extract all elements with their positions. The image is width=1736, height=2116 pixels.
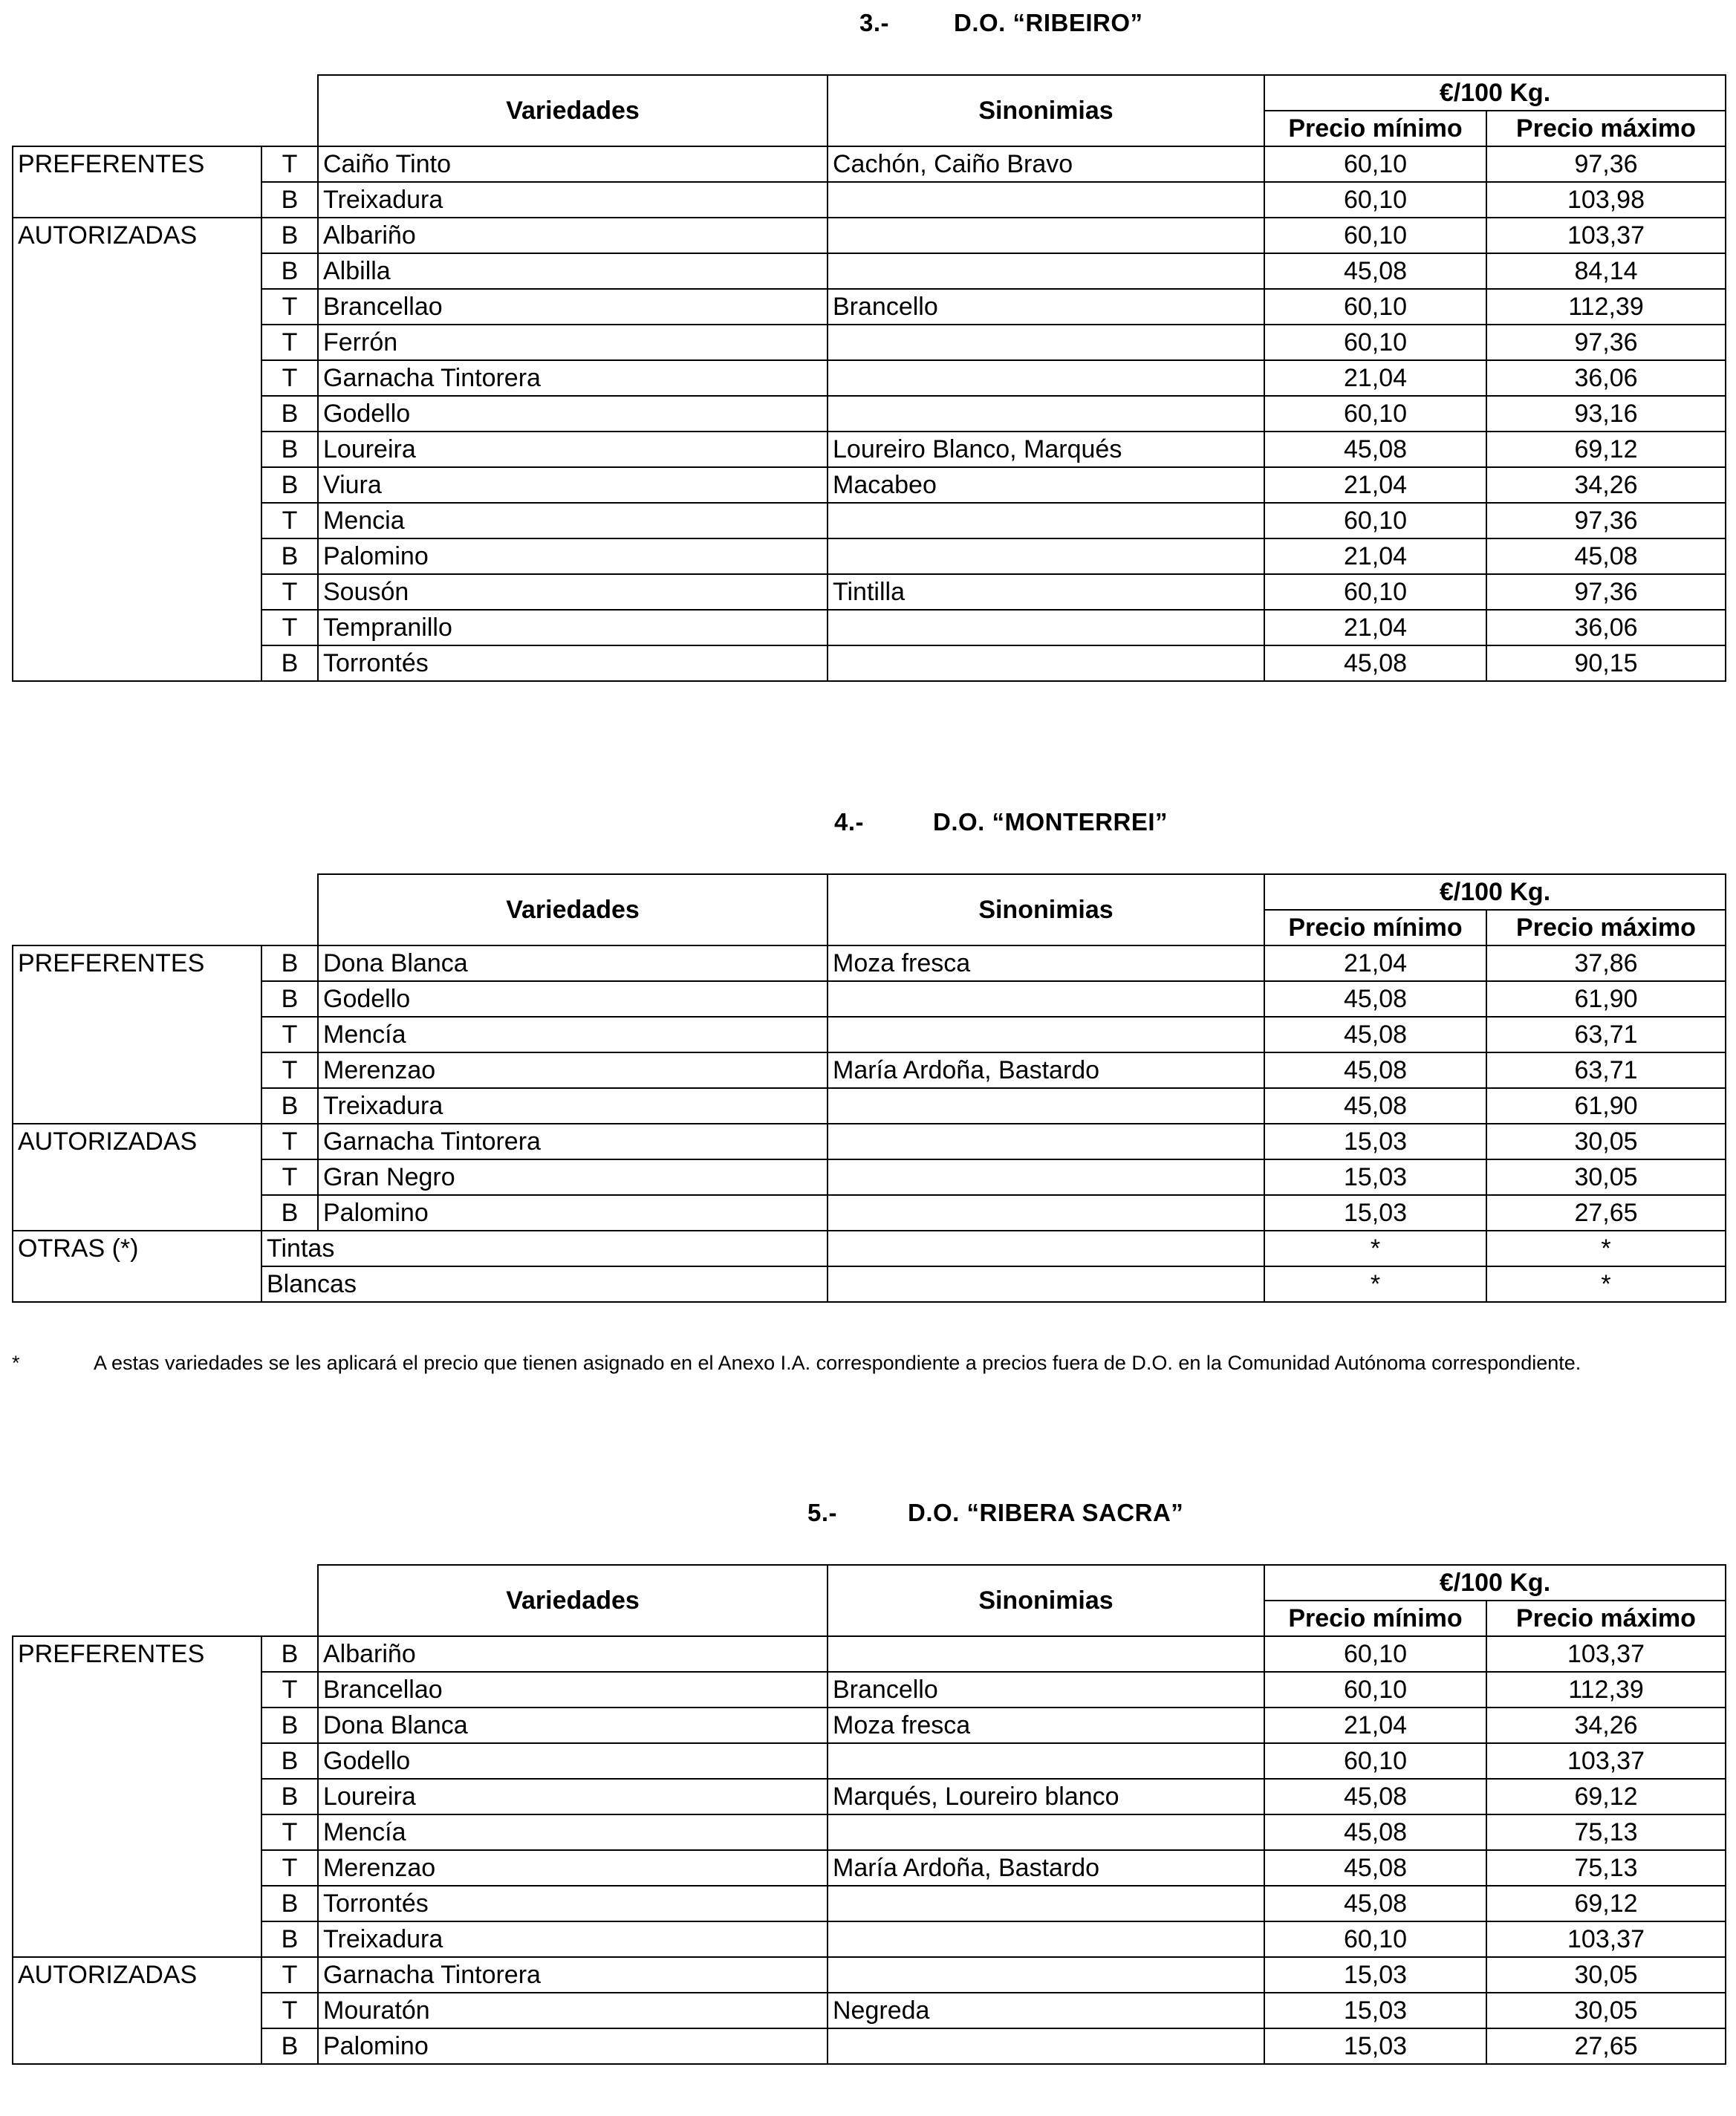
section-number: 5.- bbox=[807, 1499, 838, 1526]
cell-precio-minimo: 45,08 bbox=[1264, 253, 1486, 289]
section-title bbox=[834, 808, 1250, 838]
header-row bbox=[13, 874, 1726, 910]
cell-tipo: T bbox=[261, 1017, 318, 1052]
cell-precio-minimo: 60,10 bbox=[1264, 218, 1486, 253]
cell-tipo: B bbox=[261, 396, 318, 432]
cell-precio-minimo: 15,03 bbox=[1264, 1124, 1486, 1159]
table-row bbox=[13, 1814, 1726, 1850]
cell-variedad: Sousón bbox=[318, 574, 828, 610]
header-row bbox=[13, 1565, 1726, 1601]
cell-sinonimia: Tintilla bbox=[828, 574, 1264, 610]
cell-variedad: Albariño bbox=[318, 218, 828, 253]
group-label: AUTORIZADAS bbox=[13, 1124, 261, 1231]
cell-variedad: Treixadura bbox=[318, 1088, 828, 1124]
cell-variedad: Albilla bbox=[318, 253, 828, 289]
table-row bbox=[13, 396, 1726, 432]
section-name: D.O. “RIBEIRO” bbox=[954, 9, 1143, 36]
cell-precio-maximo: 69,12 bbox=[1486, 1886, 1726, 1921]
header-variedades: Variedades bbox=[318, 874, 828, 945]
cell-precio-minimo: 15,03 bbox=[1264, 1195, 1486, 1231]
group-label: OTRAS (*) bbox=[13, 1231, 261, 1302]
header-precio-maximo: Precio máximo bbox=[1486, 910, 1726, 945]
cell-variedad: Brancellao bbox=[318, 1672, 828, 1708]
price-table bbox=[12, 1564, 1726, 2065]
cell-variedad: Palomino bbox=[318, 538, 828, 574]
price-table bbox=[12, 873, 1726, 1303]
header-variedades: Variedades bbox=[318, 1565, 828, 1636]
footnote-marker: * bbox=[12, 1352, 20, 1374]
cell-precio-maximo: 103,37 bbox=[1486, 218, 1726, 253]
cell-precio-maximo: 45,08 bbox=[1486, 538, 1726, 574]
cell-sinonimia bbox=[828, 1957, 1264, 1993]
table-row bbox=[13, 1708, 1726, 1743]
table-row bbox=[13, 1636, 1726, 1672]
cell-sinonimia bbox=[828, 1088, 1264, 1124]
cell-precio-maximo: 69,12 bbox=[1486, 432, 1726, 467]
table-row bbox=[13, 1231, 1726, 1266]
cell-variedad: Treixadura bbox=[318, 182, 828, 218]
header-precio-minimo: Precio mínimo bbox=[1264, 111, 1486, 146]
table-row bbox=[13, 1921, 1726, 1957]
table-row bbox=[13, 945, 1726, 981]
cell-variedad: Gran Negro bbox=[318, 1159, 828, 1195]
cell-variedad: Ferrón bbox=[318, 325, 828, 360]
cell-sinonimia bbox=[828, 360, 1264, 396]
table-row bbox=[13, 503, 1726, 538]
cell-variedad: Godello bbox=[318, 981, 828, 1017]
table-row bbox=[13, 1124, 1726, 1159]
cell-sinonimia: Moza fresca bbox=[828, 1708, 1264, 1743]
cell-tipo: B bbox=[261, 1779, 318, 1814]
cell-sinonimia bbox=[828, 396, 1264, 432]
cell-tipo: T bbox=[261, 503, 318, 538]
cell-variedad: Albariño bbox=[318, 1636, 828, 1672]
cell-precio-minimo: 21,04 bbox=[1264, 1708, 1486, 1743]
cell-tipo: B bbox=[261, 538, 318, 574]
table-row bbox=[13, 1052, 1726, 1088]
cell-sinonimia: María Ardoña, Bastardo bbox=[828, 1052, 1264, 1088]
cell-variedad: Dona Blanca bbox=[318, 945, 828, 981]
cell-precio-minimo: 15,03 bbox=[1264, 1159, 1486, 1195]
cell-variedad: Loureira bbox=[318, 432, 828, 467]
header-precio-maximo: Precio máximo bbox=[1486, 1601, 1726, 1636]
cell-sinonimia bbox=[828, 1231, 1264, 1266]
cell-variedad: Tintas bbox=[261, 1231, 828, 1266]
table-row bbox=[13, 538, 1726, 574]
cell-precio-minimo: 60,10 bbox=[1264, 1636, 1486, 1672]
cell-tipo: T bbox=[261, 1124, 318, 1159]
table-row bbox=[13, 360, 1726, 396]
cell-sinonimia bbox=[828, 182, 1264, 218]
cell-precio-maximo: 112,39 bbox=[1486, 289, 1726, 325]
cell-precio-maximo: 36,06 bbox=[1486, 360, 1726, 396]
cell-precio-maximo: 63,71 bbox=[1486, 1052, 1726, 1088]
table-row bbox=[13, 574, 1726, 610]
cell-tipo: B bbox=[261, 1921, 318, 1957]
cell-sinonimia: Marqués, Loureiro blanco bbox=[828, 1779, 1264, 1814]
table-row bbox=[13, 289, 1726, 325]
cell-tipo: T bbox=[261, 360, 318, 396]
cell-precio-maximo: 103,98 bbox=[1486, 182, 1726, 218]
cell-precio-minimo: 60,10 bbox=[1264, 396, 1486, 432]
cell-precio-maximo: 103,37 bbox=[1486, 1636, 1726, 1672]
cell-tipo: T bbox=[261, 1993, 318, 2028]
cell-precio-maximo: 75,13 bbox=[1486, 1850, 1726, 1886]
cell-precio-minimo: 60,10 bbox=[1264, 1921, 1486, 1957]
cell-precio-minimo: 45,08 bbox=[1264, 432, 1486, 467]
cell-sinonimia bbox=[828, 1814, 1264, 1850]
cell-tipo: T bbox=[261, 1159, 318, 1195]
cell-precio-maximo: 27,65 bbox=[1486, 2028, 1726, 2064]
cell-tipo: T bbox=[261, 610, 318, 645]
cell-sinonimia: Macabeo bbox=[828, 467, 1264, 503]
table-row bbox=[13, 1088, 1726, 1124]
table-row bbox=[13, 1886, 1726, 1921]
header-row bbox=[13, 75, 1726, 111]
cell-precio-minimo: 45,08 bbox=[1264, 1088, 1486, 1124]
cell-sinonimia: María Ardoña, Bastardo bbox=[828, 1850, 1264, 1886]
cell-sinonimia bbox=[828, 218, 1264, 253]
cell-tipo: B bbox=[261, 1886, 318, 1921]
cell-sinonimia bbox=[828, 2028, 1264, 2064]
cell-precio-maximo: 30,05 bbox=[1486, 1957, 1726, 1993]
cell-precio-minimo: 45,08 bbox=[1264, 1850, 1486, 1886]
table-row bbox=[13, 1195, 1726, 1231]
cell-variedad: Palomino bbox=[318, 1195, 828, 1231]
table-row bbox=[13, 1957, 1726, 1993]
header-sinonimias: Sinonimias bbox=[828, 874, 1264, 945]
cell-precio-minimo: 45,08 bbox=[1264, 1814, 1486, 1850]
cell-precio-maximo: 61,90 bbox=[1486, 1088, 1726, 1124]
header-precio-minimo: Precio mínimo bbox=[1264, 910, 1486, 945]
cell-variedad: Godello bbox=[318, 1743, 828, 1779]
group-label: PREFERENTES bbox=[13, 945, 261, 1124]
table-row bbox=[13, 182, 1726, 218]
cell-tipo: T bbox=[261, 1052, 318, 1088]
table-row bbox=[13, 1779, 1726, 1814]
cell-variedad: Torrontés bbox=[318, 645, 828, 681]
price-table bbox=[12, 74, 1726, 682]
cell-sinonimia: Loureiro Blanco, Marqués bbox=[828, 432, 1264, 467]
table-row bbox=[13, 1672, 1726, 1708]
cell-tipo: T bbox=[261, 289, 318, 325]
cell-precio-minimo: 15,03 bbox=[1264, 2028, 1486, 2064]
cell-precio-minimo: 60,10 bbox=[1264, 146, 1486, 182]
table-row bbox=[13, 1266, 1726, 1302]
cell-tipo: B bbox=[261, 645, 318, 681]
cell-sinonimia bbox=[828, 1743, 1264, 1779]
cell-precio-minimo: 45,08 bbox=[1264, 1052, 1486, 1088]
table-row bbox=[13, 432, 1726, 467]
cell-precio-minimo: 60,10 bbox=[1264, 182, 1486, 218]
header-precio-minimo: Precio mínimo bbox=[1264, 1601, 1486, 1636]
cell-precio-minimo: * bbox=[1264, 1231, 1486, 1266]
table-row bbox=[13, 253, 1726, 289]
cell-sinonimia: Brancello bbox=[828, 289, 1264, 325]
cell-precio-minimo: 21,04 bbox=[1264, 538, 1486, 574]
cell-precio-maximo: 34,26 bbox=[1486, 1708, 1726, 1743]
cell-sinonimia bbox=[828, 538, 1264, 574]
cell-tipo: B bbox=[261, 1743, 318, 1779]
group-label: AUTORIZADAS bbox=[13, 1957, 261, 2064]
section-title bbox=[859, 9, 1246, 39]
cell-variedad: Garnacha Tintorera bbox=[318, 1124, 828, 1159]
table-row bbox=[13, 645, 1726, 681]
cell-precio-minimo: 45,08 bbox=[1264, 981, 1486, 1017]
cell-precio-minimo: 15,03 bbox=[1264, 1957, 1486, 1993]
cell-sinonimia bbox=[828, 1921, 1264, 1957]
footnote bbox=[12, 1348, 1724, 1378]
cell-variedad: Merenzao bbox=[318, 1052, 828, 1088]
cell-tipo: T bbox=[261, 1957, 318, 1993]
cell-precio-maximo: 63,71 bbox=[1486, 1017, 1726, 1052]
cell-precio-maximo: 97,36 bbox=[1486, 574, 1726, 610]
cell-sinonimia bbox=[828, 610, 1264, 645]
cell-tipo: B bbox=[261, 467, 318, 503]
section-name: D.O. “RIBERA SACRA” bbox=[908, 1499, 1184, 1526]
cell-variedad: Garnacha Tintorera bbox=[318, 1957, 828, 1993]
cell-tipo: B bbox=[261, 2028, 318, 2064]
cell-precio-maximo: 30,05 bbox=[1486, 1993, 1726, 2028]
header-blank bbox=[13, 75, 318, 146]
cell-precio-maximo: 30,05 bbox=[1486, 1124, 1726, 1159]
cell-sinonimia bbox=[828, 1195, 1264, 1231]
cell-precio-minimo: 60,10 bbox=[1264, 1743, 1486, 1779]
table-row bbox=[13, 218, 1726, 253]
cell-precio-maximo: 36,06 bbox=[1486, 610, 1726, 645]
cell-sinonimia bbox=[828, 1886, 1264, 1921]
cell-tipo: B bbox=[261, 182, 318, 218]
cell-precio-minimo: 21,04 bbox=[1264, 467, 1486, 503]
table-row bbox=[13, 1743, 1726, 1779]
cell-variedad: Viura bbox=[318, 467, 828, 503]
cell-sinonimia bbox=[828, 503, 1264, 538]
cell-sinonimia bbox=[828, 645, 1264, 681]
cell-precio-maximo: 27,65 bbox=[1486, 1195, 1726, 1231]
section-title bbox=[807, 1499, 1268, 1529]
header-precio-maximo: Precio máximo bbox=[1486, 111, 1726, 146]
cell-variedad: Mouratón bbox=[318, 1993, 828, 2028]
cell-tipo: B bbox=[261, 945, 318, 981]
cell-variedad: Godello bbox=[318, 396, 828, 432]
cell-variedad: Blancas bbox=[261, 1266, 828, 1302]
cell-sinonimia bbox=[828, 1159, 1264, 1195]
header-price-group: €/100 Kg. bbox=[1264, 75, 1726, 111]
cell-sinonimia bbox=[828, 1636, 1264, 1672]
table-row bbox=[13, 981, 1726, 1017]
cell-precio-maximo: 97,36 bbox=[1486, 146, 1726, 182]
cell-precio-minimo: 45,08 bbox=[1264, 1886, 1486, 1921]
cell-tipo: T bbox=[261, 325, 318, 360]
cell-precio-maximo: 112,39 bbox=[1486, 1672, 1726, 1708]
cell-precio-minimo: * bbox=[1264, 1266, 1486, 1302]
cell-precio-minimo: 45,08 bbox=[1264, 645, 1486, 681]
cell-variedad: Tempranillo bbox=[318, 610, 828, 645]
header-price-group: €/100 Kg. bbox=[1264, 874, 1726, 910]
cell-tipo: T bbox=[261, 1814, 318, 1850]
cell-precio-minimo: 60,10 bbox=[1264, 503, 1486, 538]
cell-tipo: T bbox=[261, 146, 318, 182]
cell-variedad: Mencia bbox=[318, 503, 828, 538]
cell-precio-maximo: 97,36 bbox=[1486, 503, 1726, 538]
header-price-group: €/100 Kg. bbox=[1264, 1565, 1726, 1601]
cell-sinonimia bbox=[828, 1266, 1264, 1302]
section-number: 4.- bbox=[834, 808, 865, 836]
header-blank bbox=[13, 874, 318, 945]
cell-precio-maximo: 37,86 bbox=[1486, 945, 1726, 981]
cell-precio-minimo: 60,10 bbox=[1264, 574, 1486, 610]
cell-sinonimia: Cachón, Caiño Bravo bbox=[828, 146, 1264, 182]
cell-tipo: T bbox=[261, 574, 318, 610]
cell-precio-minimo: 60,10 bbox=[1264, 289, 1486, 325]
header-sinonimias: Sinonimias bbox=[828, 1565, 1264, 1636]
section-number: 3.- bbox=[859, 9, 890, 36]
cell-sinonimia bbox=[828, 981, 1264, 1017]
cell-precio-maximo: 34,26 bbox=[1486, 467, 1726, 503]
cell-tipo: B bbox=[261, 253, 318, 289]
cell-sinonimia bbox=[828, 1124, 1264, 1159]
cell-precio-minimo: 21,04 bbox=[1264, 945, 1486, 981]
cell-tipo: T bbox=[261, 1850, 318, 1886]
cell-precio-maximo: 93,16 bbox=[1486, 396, 1726, 432]
cell-precio-maximo: 69,12 bbox=[1486, 1779, 1726, 1814]
table-row bbox=[13, 2028, 1726, 2064]
section-name: D.O. “MONTERREI” bbox=[933, 808, 1168, 836]
cell-tipo: B bbox=[261, 1636, 318, 1672]
cell-variedad: Caiño Tinto bbox=[318, 146, 828, 182]
cell-variedad: Garnacha Tintorera bbox=[318, 360, 828, 396]
cell-precio-minimo: 21,04 bbox=[1264, 610, 1486, 645]
cell-tipo: B bbox=[261, 981, 318, 1017]
cell-variedad: Mencía bbox=[318, 1017, 828, 1052]
cell-sinonimia bbox=[828, 1017, 1264, 1052]
group-label: PREFERENTES bbox=[13, 1636, 261, 1957]
cell-tipo: B bbox=[261, 1088, 318, 1124]
cell-variedad: Brancellao bbox=[318, 289, 828, 325]
group-label: AUTORIZADAS bbox=[13, 218, 261, 681]
cell-precio-maximo: 61,90 bbox=[1486, 981, 1726, 1017]
header-sinonimias: Sinonimias bbox=[828, 75, 1264, 146]
cell-tipo: B bbox=[261, 218, 318, 253]
table-row bbox=[13, 1017, 1726, 1052]
cell-precio-minimo: 21,04 bbox=[1264, 360, 1486, 396]
cell-variedad: Loureira bbox=[318, 1779, 828, 1814]
table-row bbox=[13, 1993, 1726, 2028]
cell-precio-maximo: 103,37 bbox=[1486, 1921, 1726, 1957]
cell-precio-maximo: 30,05 bbox=[1486, 1159, 1726, 1195]
cell-precio-minimo: 45,08 bbox=[1264, 1017, 1486, 1052]
cell-variedad: Torrontés bbox=[318, 1886, 828, 1921]
table-row bbox=[13, 325, 1726, 360]
cell-precio-minimo: 60,10 bbox=[1264, 325, 1486, 360]
header-variedades: Variedades bbox=[318, 75, 828, 146]
cell-precio-maximo: * bbox=[1486, 1231, 1726, 1266]
cell-tipo: B bbox=[261, 1708, 318, 1743]
cell-variedad: Merenzao bbox=[318, 1850, 828, 1886]
cell-precio-minimo: 15,03 bbox=[1264, 1993, 1486, 2028]
cell-precio-maximo: 103,37 bbox=[1486, 1743, 1726, 1779]
table-row bbox=[13, 467, 1726, 503]
cell-precio-maximo: 75,13 bbox=[1486, 1814, 1726, 1850]
cell-tipo: T bbox=[261, 1672, 318, 1708]
cell-precio-maximo: 97,36 bbox=[1486, 325, 1726, 360]
cell-tipo: B bbox=[261, 432, 318, 467]
cell-sinonimia bbox=[828, 325, 1264, 360]
table-row bbox=[13, 1159, 1726, 1195]
cell-sinonimia: Brancello bbox=[828, 1672, 1264, 1708]
footnote-text: A estas variedades se les aplicará el precio que tienen asignado en el Anexo I.A. correspondiente a precios fuera de D.O. en la Comunidad Autónoma correspondiente. bbox=[94, 1352, 1581, 1374]
cell-variedad: Dona Blanca bbox=[318, 1708, 828, 1743]
table-row bbox=[13, 1850, 1726, 1886]
header-blank bbox=[13, 1565, 318, 1636]
cell-variedad: Palomino bbox=[318, 2028, 828, 2064]
cell-tipo: B bbox=[261, 1195, 318, 1231]
cell-sinonimia bbox=[828, 253, 1264, 289]
cell-precio-maximo: * bbox=[1486, 1266, 1726, 1302]
group-label: PREFERENTES bbox=[13, 146, 261, 218]
cell-precio-minimo: 60,10 bbox=[1264, 1672, 1486, 1708]
cell-precio-maximo: 90,15 bbox=[1486, 645, 1726, 681]
cell-sinonimia: Moza fresca bbox=[828, 945, 1264, 981]
table-row bbox=[13, 146, 1726, 182]
cell-precio-maximo: 84,14 bbox=[1486, 253, 1726, 289]
cell-variedad: Mencía bbox=[318, 1814, 828, 1850]
cell-variedad: Treixadura bbox=[318, 1921, 828, 1957]
cell-sinonimia: Negreda bbox=[828, 1993, 1264, 2028]
table-row bbox=[13, 610, 1726, 645]
cell-precio-minimo: 45,08 bbox=[1264, 1779, 1486, 1814]
